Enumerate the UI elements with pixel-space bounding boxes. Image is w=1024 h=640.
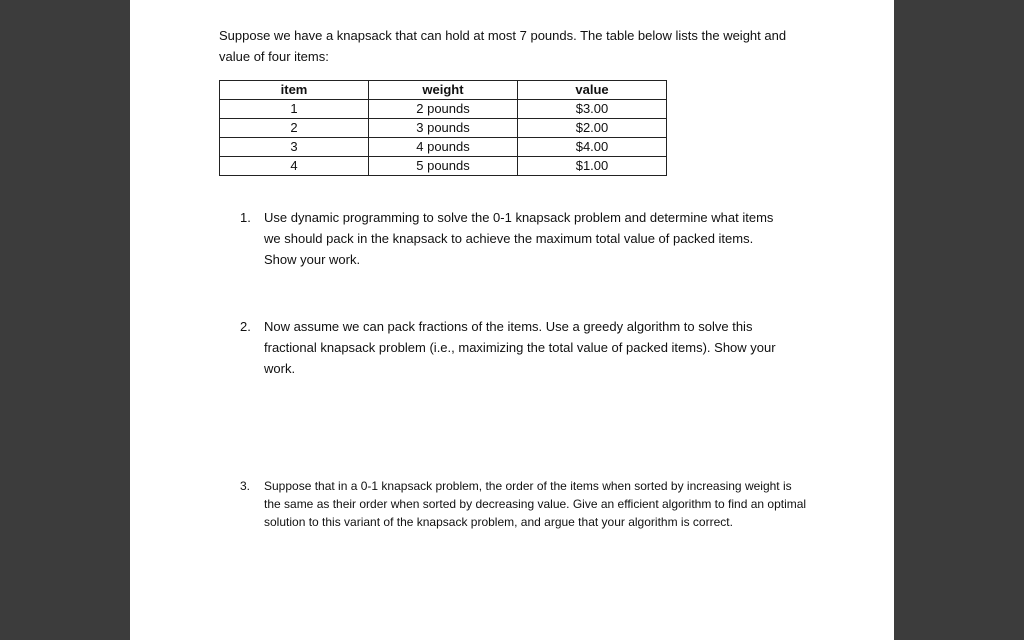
header-weight: weight	[369, 81, 518, 100]
items-table	[219, 80, 667, 176]
question-text: Use dynamic programming to solve the 0-1 knapsack problem and determine what items we should pack in the knapsack to achieve the maximum total value of packed items. Show your work.	[264, 210, 774, 267]
document-page	[130, 0, 894, 640]
question-text: Now assume we can pack fractions of the items. Use a greedy algorithm to solve this fractional knapsack problem (i.e., maximizing the total value of packed items). Show your work.	[264, 319, 776, 376]
cell-item: 3	[220, 138, 369, 157]
cell-weight: 5 pounds	[369, 157, 518, 176]
header-item: item	[220, 81, 369, 100]
cell-weight: 2 pounds	[369, 100, 518, 119]
question-number: 3.	[240, 479, 251, 493]
cell-value: $4.00	[518, 138, 667, 157]
right-margin-background	[894, 0, 1024, 640]
header-value: value	[518, 81, 667, 100]
cell-item: 2	[220, 119, 369, 138]
cell-item: 4	[220, 157, 369, 176]
cell-value: $3.00	[518, 100, 667, 119]
table-row	[220, 157, 667, 176]
table-row	[220, 119, 667, 138]
question-number: 1.	[240, 210, 251, 225]
cell-value: $1.00	[518, 157, 667, 176]
cell-value: $2.00	[518, 119, 667, 138]
question-text: Suppose that in a 0-1 knapsack problem, the order of the items when sorted by increasing weight is the same as their order when sorted by decreasing value. Give an efficient algorithm to find an optimal solution to this variant of the knapsack problem, and argue that your algorithm is correct.	[264, 479, 807, 529]
cell-item: 1	[220, 100, 369, 119]
left-margin-background	[0, 0, 130, 640]
cell-weight: 4 pounds	[369, 138, 518, 157]
table-header-row	[220, 81, 667, 100]
table-row	[220, 138, 667, 157]
table-row	[220, 100, 667, 119]
question-number: 2.	[240, 319, 251, 334]
intro-paragraph: Suppose we have a knapsack that can hold at most 7 pounds. The table below lists the weight and value of four items:	[219, 28, 787, 64]
cell-weight: 3 pounds	[369, 119, 518, 138]
